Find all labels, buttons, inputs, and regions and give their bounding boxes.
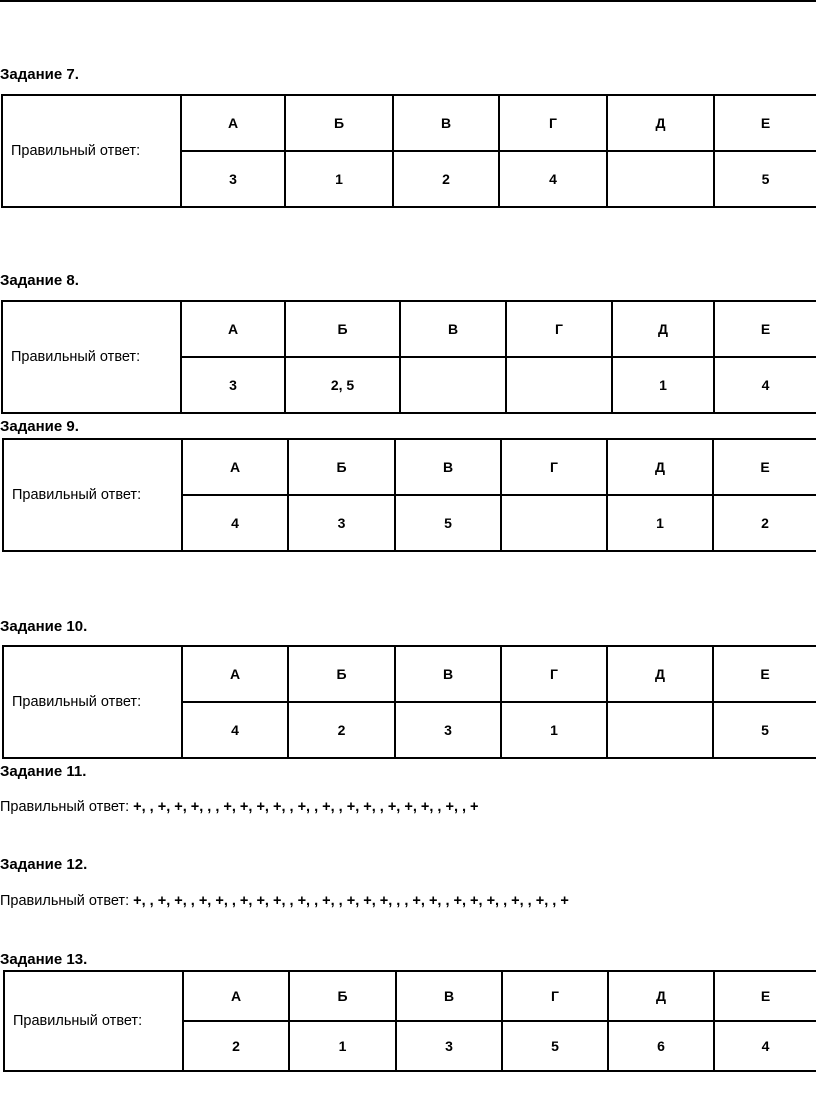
letter-cell: А (181, 301, 285, 357)
answer-cell: 2 (393, 151, 499, 207)
letter-cell: В (400, 301, 506, 357)
answer-cell: 5 (502, 1021, 608, 1071)
answer-cell: 3 (181, 357, 285, 413)
letter-cell: Е (714, 971, 816, 1021)
task-13-heading: Задание 13. (0, 951, 88, 968)
letter-cell: Б (285, 301, 400, 357)
letter-cell: Б (288, 646, 395, 702)
answer-label: Правильный ответ: (0, 799, 130, 815)
task-8-answer-table (1, 300, 816, 414)
letter-cell: А (181, 95, 285, 151)
answer-label: Правильный ответ: (2, 301, 181, 413)
answer-cell: 5 (395, 495, 501, 551)
letter-cell: Е (714, 95, 816, 151)
letter-cell: Б (289, 971, 396, 1021)
letter-cell: В (393, 95, 499, 151)
letter-cell: Д (608, 971, 714, 1021)
letter-cell: Б (288, 439, 395, 495)
answer-cell: 1 (285, 151, 393, 207)
task-12-answer-line (0, 892, 569, 910)
answer-cell (506, 357, 612, 413)
letter-cell: Д (607, 95, 714, 151)
answer-label: Правильный ответ: (2, 95, 181, 207)
answer-cell: 5 (714, 151, 816, 207)
answer-cell: 2 (183, 1021, 289, 1071)
answer-cell: 3 (288, 495, 395, 551)
answer-cell: 1 (501, 702, 607, 758)
answer-text: +, , +, +, , +, +, , +, +, +, , +, , +, , +, +, +, , , +, +, , +, +, +, , +, , +, , + (133, 893, 569, 909)
answer-cell (607, 702, 713, 758)
answer-cell (501, 495, 607, 551)
answer-cell: 2 (713, 495, 816, 551)
answer-cell (607, 151, 714, 207)
letter-cell: Д (607, 646, 713, 702)
answer-cell: 3 (396, 1021, 502, 1071)
letter-cell: В (396, 971, 502, 1021)
letter-cell: А (183, 971, 289, 1021)
answer-cell: 1 (607, 495, 713, 551)
task-12-heading: Задание 12. (0, 856, 88, 873)
letter-cell: Г (506, 301, 612, 357)
letter-cell: Е (713, 439, 816, 495)
task-7-answer-table (1, 94, 816, 208)
letter-cell: Д (607, 439, 713, 495)
letter-cell: В (395, 439, 501, 495)
letter-cell: Г (502, 971, 608, 1021)
letter-cell: Г (499, 95, 607, 151)
letter-cell: Г (501, 646, 607, 702)
answer-cell: 6 (608, 1021, 714, 1071)
answer-cell: 4 (182, 495, 288, 551)
answer-cell: 4 (182, 702, 288, 758)
task-9-heading: Задание 9. (0, 418, 79, 435)
answer-cell: 4 (714, 1021, 816, 1071)
answer-cell: 5 (713, 702, 816, 758)
task-11-heading: Задание 11. (0, 763, 87, 780)
top-rule (0, 0, 816, 2)
task-9-answer-table (2, 438, 816, 552)
answer-label: Правильный ответ: (3, 646, 182, 758)
answer-text: +, , +, +, +, , , +, +, +, +, , +, , +, , +, +, , +, +, +, , +, , + (133, 799, 479, 815)
letter-cell: Е (713, 646, 816, 702)
task-8-heading: Задание 8. (0, 272, 79, 289)
task-10-answer-table (2, 645, 816, 759)
letter-cell: А (182, 439, 288, 495)
letter-cell: А (182, 646, 288, 702)
answer-label: Правильный ответ: (4, 971, 183, 1071)
task-13-answer-table (3, 970, 816, 1072)
answer-cell: 3 (395, 702, 501, 758)
answer-label: Правильный ответ: (3, 439, 182, 551)
task-7-heading: Задание 7. (0, 66, 79, 83)
answer-cell: 1 (612, 357, 714, 413)
answer-cell (400, 357, 506, 413)
answer-cell: 4 (714, 357, 816, 413)
answer-cell: 2, 5 (285, 357, 400, 413)
answer-cell: 3 (181, 151, 285, 207)
answer-cell: 2 (288, 702, 395, 758)
task-11-answer-line (0, 798, 479, 816)
letter-cell: Г (501, 439, 607, 495)
answer-cell: 4 (499, 151, 607, 207)
letter-cell: Б (285, 95, 393, 151)
letter-cell: Е (714, 301, 816, 357)
task-10-heading: Задание 10. (0, 618, 88, 635)
letter-cell: В (395, 646, 501, 702)
answer-label: Правильный ответ: (0, 893, 130, 909)
letter-cell: Д (612, 301, 714, 357)
answer-cell: 1 (289, 1021, 396, 1071)
